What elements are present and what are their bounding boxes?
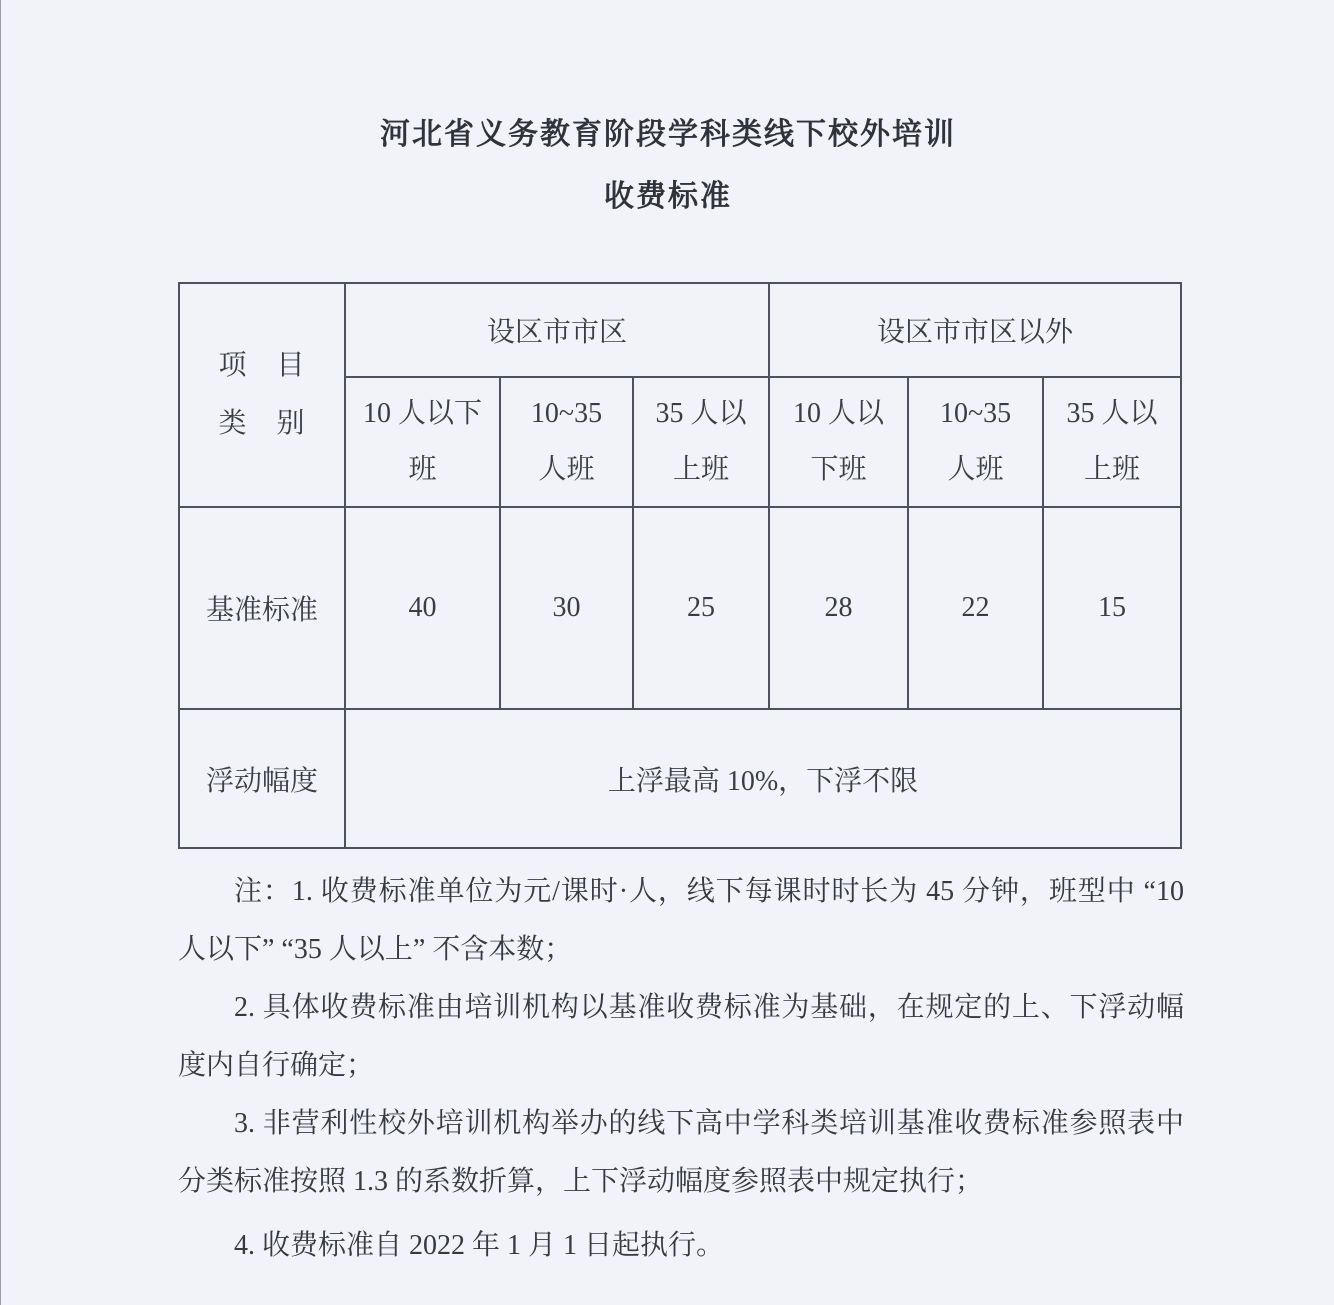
sub-header-text: 上班 <box>673 454 730 485</box>
table-row-benchmark <box>179 507 1181 709</box>
sub-header-text: 人班 <box>947 454 1004 485</box>
table-row-float-range <box>179 709 1181 848</box>
fee-standards-table <box>178 282 1182 849</box>
benchmark-value-urban-10to35: 30 <box>500 507 633 709</box>
sub-header-text: 10 人以下 <box>362 398 482 429</box>
corner-header-line-2: 类 别 <box>218 408 306 439</box>
notes-section <box>178 863 1184 1275</box>
sub-header-text: 下班 <box>810 454 867 485</box>
sub-header-text: 10~35 <box>939 398 1012 429</box>
sub-header-urban-over35 <box>633 377 769 507</box>
corner-header-cell <box>179 283 345 507</box>
sub-header-text: 35 人以 <box>655 398 747 429</box>
sub-header-nonurban-10to35 <box>908 377 1043 507</box>
sub-header-urban-under10 <box>345 377 500 507</box>
sub-header-text: 10 人以 <box>793 398 885 429</box>
note-4: 4. 收费标准自 2022 年 1 月 1 日起执行。 <box>234 1230 725 1261</box>
document-title <box>1 0 1334 228</box>
table-row-group-header <box>179 283 1181 377</box>
benchmark-value-urban-under10: 40 <box>345 507 500 709</box>
benchmark-value-nonurban-over35: 15 <box>1043 507 1181 709</box>
sub-header-text: 人班 <box>538 454 595 485</box>
note-2: 2. 具体收费标准由培训机构以基准收费标准为基础，在规定的上、下浮动幅度内自行确定； <box>178 992 1184 1081</box>
float-row-value: 上浮最高 10%，下浮不限 <box>345 709 1181 848</box>
title-line-2: 收费标准 <box>604 180 732 213</box>
float-row-label: 浮动幅度 <box>179 709 345 848</box>
sub-header-urban-10to35 <box>500 377 633 507</box>
sub-header-nonurban-over35 <box>1043 377 1181 507</box>
sub-header-text: 10~35 <box>530 398 603 429</box>
note-1: 注：1. 收费标准单位为元/课时·人，线下每课时时长为 45 分钟，班型中 “10 人以下” “35 人以上” 不含本数； <box>178 876 1184 965</box>
benchmark-value-nonurban-under10: 28 <box>769 507 908 709</box>
document-page <box>1 0 1334 1305</box>
sub-header-text: 上班 <box>1084 454 1141 485</box>
title-line-1: 河北省义务教育阶段学科类线下校外培训 <box>380 118 956 151</box>
note-3: 3. 非营利性校外培训机构举办的线下高中学科类培训基准收费标准参照表中分类标准按照 1.3 的系数折算，上下浮动幅度参照表中规定执行； <box>178 1108 1184 1197</box>
sub-header-text: 班 <box>408 454 437 485</box>
benchmark-row-label: 基准标准 <box>179 507 345 709</box>
sub-header-text: 35 人以 <box>1066 398 1158 429</box>
benchmark-value-urban-over35: 25 <box>633 507 769 709</box>
group-header-urban: 设区市市区 <box>345 283 769 377</box>
group-header-non-urban: 设区市市区以外 <box>769 283 1181 377</box>
corner-header-line-1: 项 目 <box>218 350 306 381</box>
sub-header-nonurban-under10 <box>769 377 908 507</box>
benchmark-value-nonurban-10to35: 22 <box>908 507 1043 709</box>
